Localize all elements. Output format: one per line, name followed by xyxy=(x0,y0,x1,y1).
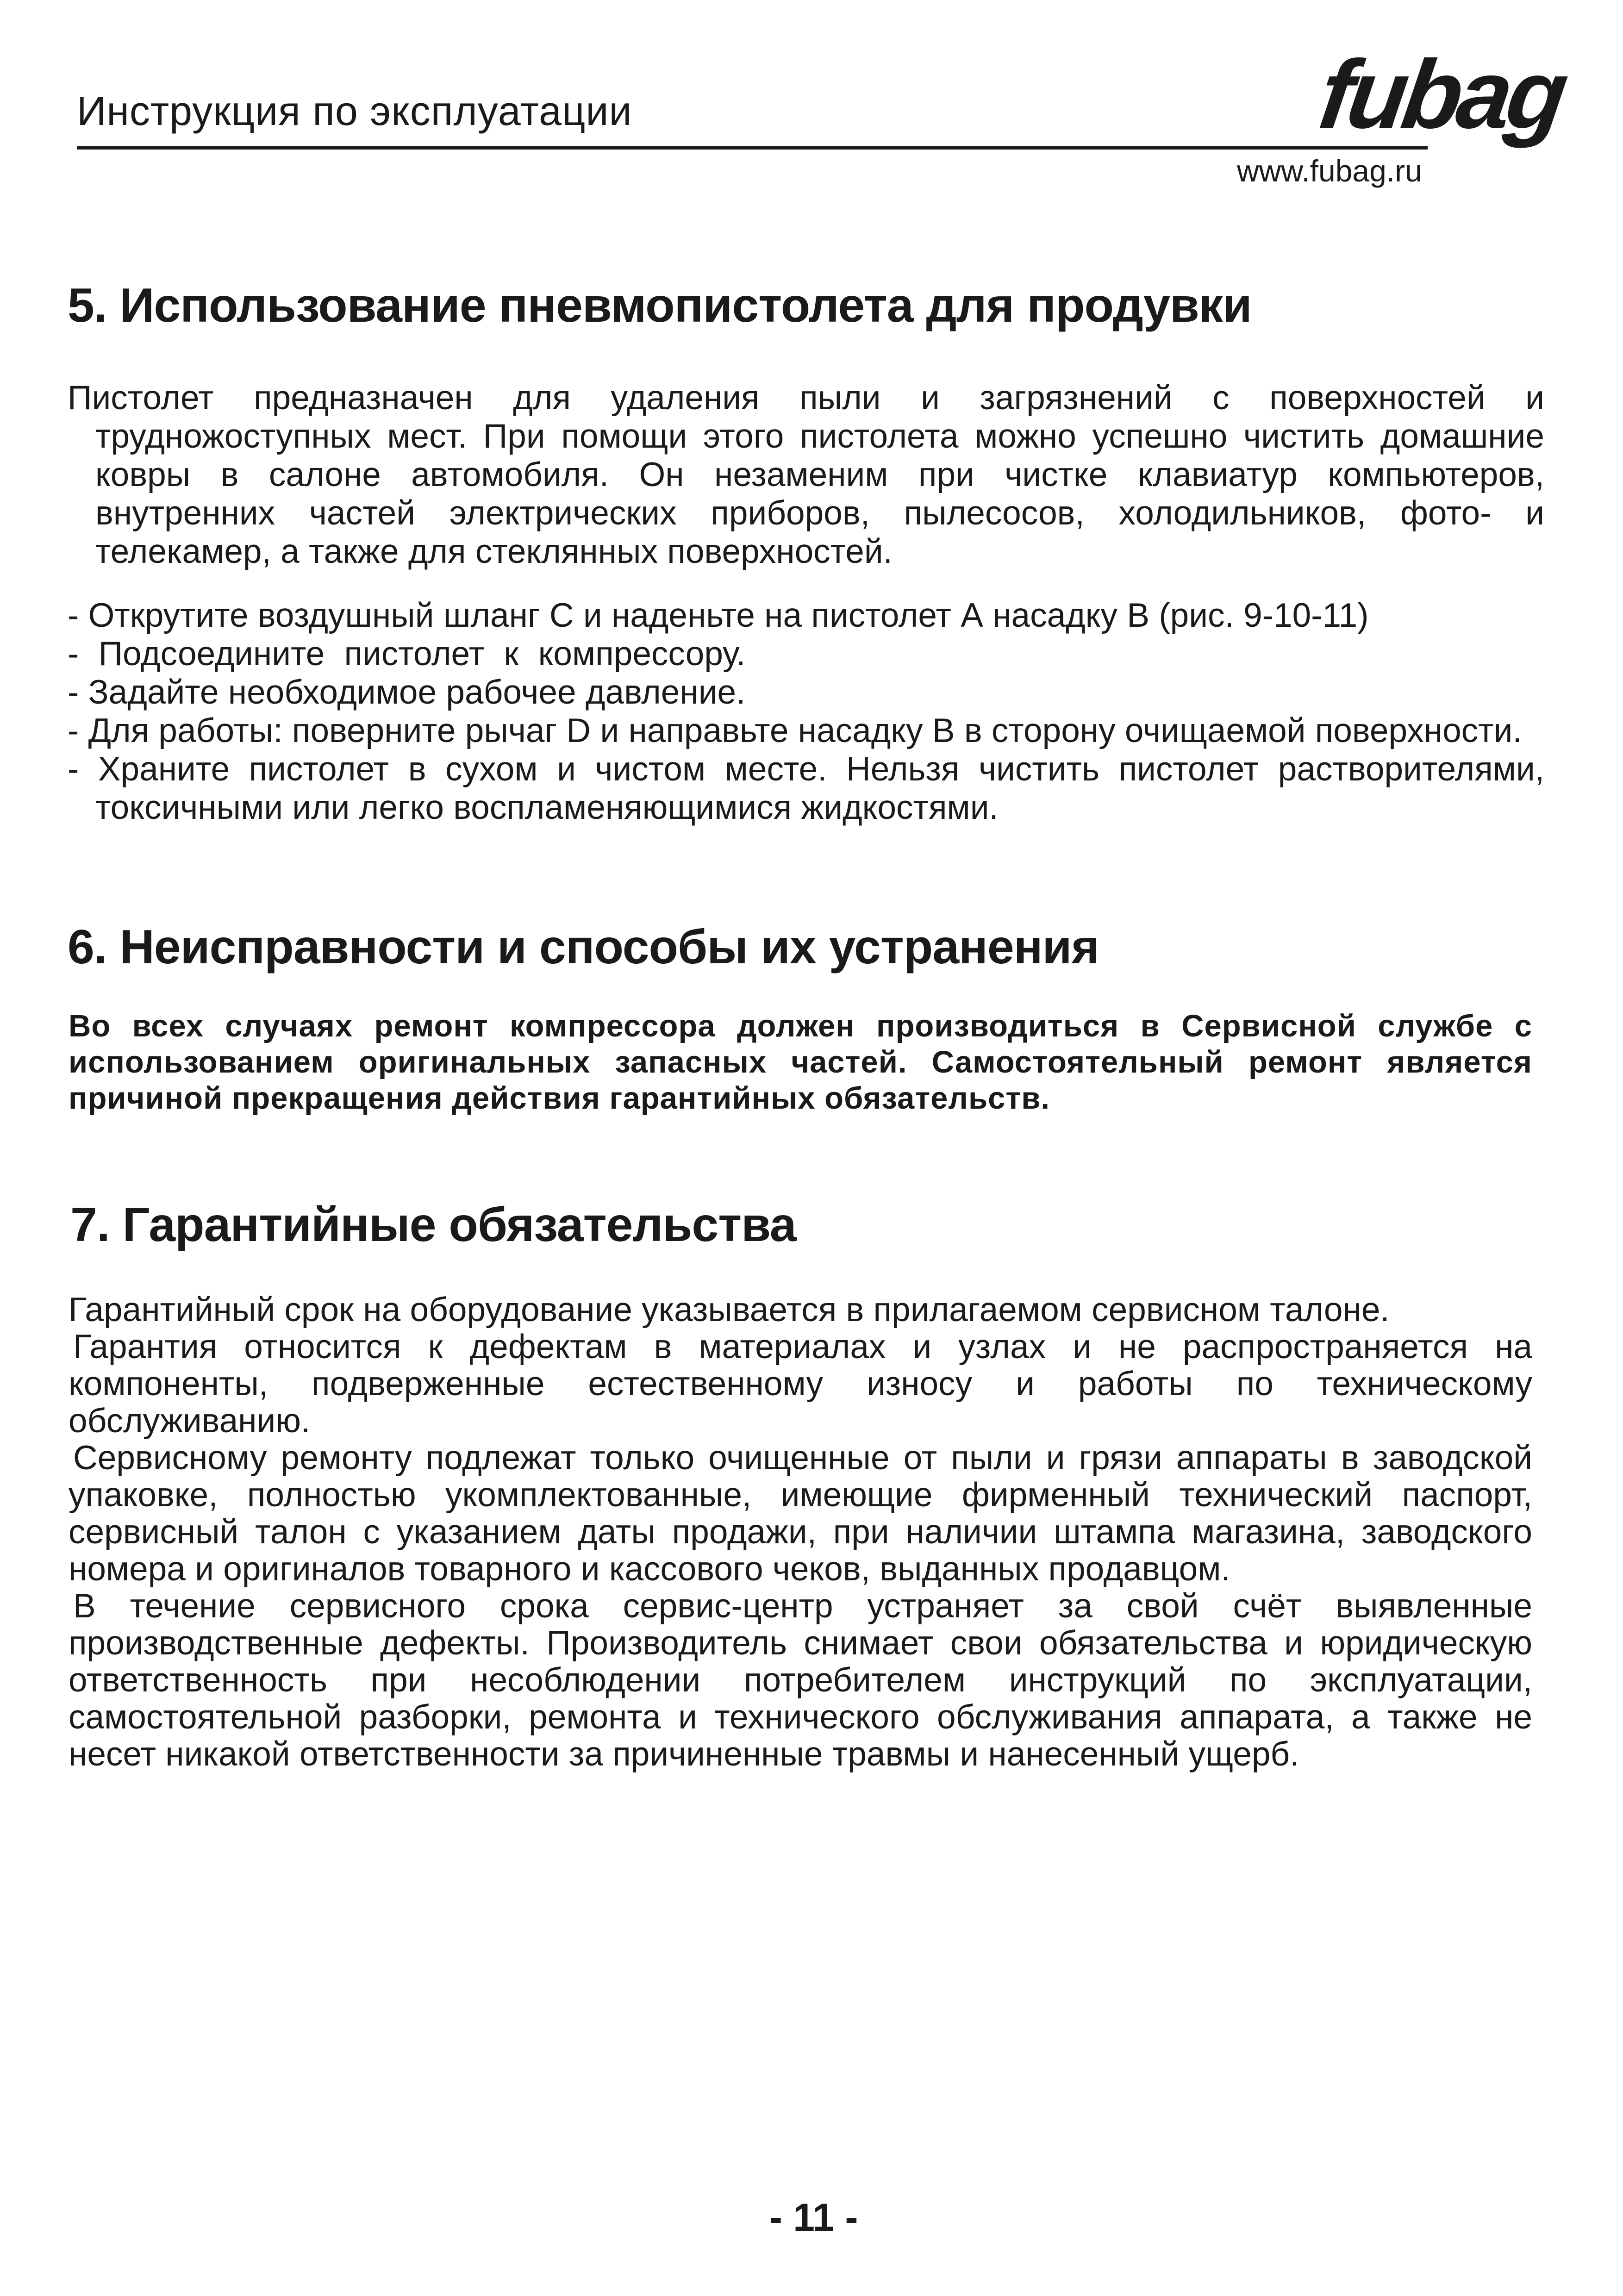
warranty-paragraph: Гарантийный срок на оборудование указывается в прилагаемом сервисном талоне. xyxy=(69,1291,1390,1329)
step-item: - Задайте необходимое рабочее давление. xyxy=(68,674,746,711)
section-5-heading: 5. Использование пневмопистолета для продувки xyxy=(68,279,1252,332)
website-url[interactable]: www.fubag.ru xyxy=(1237,154,1422,188)
header-divider xyxy=(77,146,1428,150)
step-item: - Для работы: поверните рычаг D и направьте насадку В в сторону очищаемой поверхности. xyxy=(68,712,1522,749)
section-5-intro: Пистолет предназначен для удаления пыли и загрязнений с поверхностей и трудножоступных мест. При помощи этого пистолета можно успешно чистить домашние ковры в салоне автомобиля. Он незаменим при чистке клавиатур компьютеров, внутренних частей электрических приборов, пылесосов, холодильников, фото- и телекамер, а также для стеклянных поверхностей. xyxy=(68,379,1544,570)
repair-notice: Во всех случаях ремонт компрессора должен производиться в Сервисной службе с использованием оригинальных запасных частей. Самостоятельный ремонт является причиной прекращения действия гарантийных обязательств. xyxy=(69,1009,1532,1116)
warranty-paragraph: Гарантия относится к дефектам в материалах и узлах и не распространяется на компоненты, подверженные естественному износу и работы по техническому обслуживанию. xyxy=(69,1328,1532,1440)
page-number: - 11 - xyxy=(769,2196,858,2239)
document-title: Инструкция по эксплуатации xyxy=(77,88,632,134)
fubag-logo xyxy=(1313,39,1570,167)
svg-text:fubag: fubag xyxy=(1313,39,1570,149)
section-6-heading: 6. Неисправности и способы их устранения xyxy=(68,920,1099,974)
step-item: - Подсоедините пистолет к компрессору. xyxy=(68,635,746,673)
step-item: - Открутите воздушный шланг С и наденьте на пистолет А насадку В (рис. 9-10-11) xyxy=(68,597,1369,634)
warranty-paragraph: В течение сервисного срока сервис-центр устраняет за свой счёт выявленные производственные дефекты. Производитель снимает свои обязательства и юридическую ответственность при несоблюдении потребителем инструкций по эксплуатации, самостоятельной разборки, ремонта и технического обслуживания аппарата, а также не несет никакой ответственности за причиненные травмы и нанесенный ущерб. xyxy=(69,1587,1532,1773)
step-item: - Храните пистолет в сухом и чистом месте. Нельзя чистить пистолет растворителями, токсичными или легко воспламеняющимися жидкостями. xyxy=(68,750,1544,826)
warranty-paragraph: Сервисному ремонту подлежат только очищенные от пыли и грязи аппараты в заводской упаковке, полностью укомплектованные, имеющие фирменный технический паспорт, сервисный талон с указанием даты продажи, при наличии штампа магазина, заводского номера и оригиналов товарного и кассового чеков, выданных продавцом. xyxy=(69,1439,1532,1588)
section-7-heading: 7. Гарантийные обязательства xyxy=(70,1198,796,1252)
